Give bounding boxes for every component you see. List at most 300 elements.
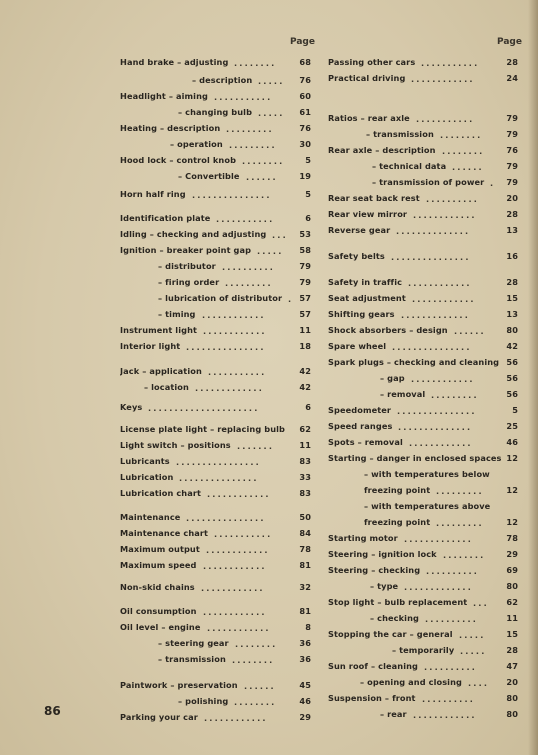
- entry-label: Spare wheel: [328, 341, 387, 351]
- entry-page: 79: [299, 277, 311, 287]
- entry-page: 36: [299, 654, 311, 664]
- right-index-entry: [328, 341, 518, 355]
- entry-label: – description: [192, 75, 253, 85]
- entry-label: Identification plate: [120, 213, 211, 223]
- leader-dots: ...: [473, 598, 489, 608]
- left-index-entry: [120, 293, 311, 307]
- left-index-entry: [120, 91, 311, 105]
- entry-label: freezing point: [364, 485, 431, 495]
- entry-page: 62: [506, 597, 518, 607]
- entry-page: 12: [506, 453, 518, 463]
- leader-dots: ......: [246, 172, 278, 182]
- right-index-entry: [328, 613, 518, 627]
- entry-label: License plate light – replacing bulb: [120, 424, 285, 434]
- entry-label: – location: [144, 382, 189, 392]
- entry-page: 76: [299, 75, 311, 85]
- leader-dots: .....: [258, 108, 285, 118]
- entry-page: 78: [299, 544, 311, 554]
- right-index-entry: [328, 373, 518, 387]
- entry-label: Oil consumption: [120, 606, 197, 616]
- entry-page: 83: [299, 456, 311, 466]
- entry-label: – technical data: [372, 161, 447, 171]
- left-index-entry: [120, 582, 311, 596]
- left-index-entry: [120, 622, 311, 636]
- right-index-entry: [328, 709, 518, 723]
- entry-page: 78: [506, 533, 518, 543]
- leader-dots: ........: [440, 130, 483, 140]
- leader-dots: ...........: [416, 114, 475, 124]
- entry-label: Seat adjustment: [328, 293, 406, 303]
- leader-dots: ...........: [216, 214, 275, 224]
- leader-dots: .............: [404, 534, 474, 544]
- entry-page: 42: [506, 341, 518, 351]
- entry-label: Idling – checking and adjusting: [120, 229, 267, 239]
- leader-dots: ............: [207, 489, 271, 499]
- entry-label: – type: [370, 581, 399, 591]
- left-index-entry: [120, 139, 311, 153]
- entry-page: 42: [299, 382, 311, 392]
- entry-label: – polishing: [178, 696, 229, 706]
- entry-page: 79: [299, 261, 311, 271]
- entry-page: 50: [299, 512, 311, 522]
- left-index-entry: [120, 488, 311, 502]
- entry-page: 76: [299, 123, 311, 133]
- left-index-entry: [120, 277, 311, 291]
- left-index-entry: [120, 366, 311, 380]
- leader-dots: ........: [443, 550, 486, 560]
- leader-dots: ..........: [426, 194, 480, 204]
- entry-label: Rear view mirror: [328, 209, 408, 219]
- leader-dots: .........: [229, 140, 277, 150]
- entry-label: Horn half ring: [120, 189, 186, 199]
- right-index-entry: [328, 225, 518, 239]
- entry-label: Paintwork – preservation: [120, 680, 238, 690]
- entry-label: Instrument light: [120, 325, 198, 335]
- page-number: 86: [44, 704, 61, 718]
- entry-label: Rear seat back rest: [328, 193, 420, 203]
- leader-dots: ..........: [424, 662, 478, 672]
- entry-label: Shifting gears: [328, 309, 395, 319]
- leader-dots: ........: [232, 655, 275, 665]
- entry-page: 12: [506, 485, 518, 495]
- leader-dots: .........: [226, 124, 274, 134]
- entry-label: Lubrication chart: [120, 488, 202, 498]
- leader-dots: ...............: [392, 342, 472, 352]
- entry-page: 47: [506, 661, 518, 671]
- leader-dots: ............: [411, 74, 475, 84]
- entry-page: 11: [299, 440, 311, 450]
- right-index-entry: [328, 629, 518, 643]
- entry-page: 81: [299, 606, 311, 616]
- left-index-entry: [120, 440, 311, 454]
- left-index-entry: [120, 424, 311, 438]
- right-index-entry: [328, 177, 518, 191]
- leader-dots: ......: [452, 162, 484, 172]
- left-index-entry: [120, 341, 311, 355]
- left-index-entry: [120, 528, 311, 542]
- right-index-entry: [328, 677, 518, 691]
- entry-page: 62: [299, 424, 311, 434]
- right-index-entry: [328, 277, 518, 291]
- leader-dots: .............: [401, 310, 471, 320]
- right-index-entry: [328, 581, 518, 595]
- entry-page: 6: [305, 213, 311, 223]
- entry-label: Parking your car: [120, 712, 198, 722]
- leader-dots: ..........: [222, 262, 276, 272]
- entry-page: 20: [506, 677, 518, 687]
- leader-dots: ............: [203, 326, 267, 336]
- entry-page: 33: [299, 472, 311, 482]
- entry-page: 29: [506, 549, 518, 559]
- leader-dots: ............: [411, 374, 475, 384]
- leader-dots: ............: [412, 294, 476, 304]
- leader-dots: .........: [436, 486, 484, 496]
- entry-label: Suspension – front: [328, 693, 416, 703]
- entry-page: 5: [512, 405, 518, 415]
- entry-page: 8: [305, 622, 311, 632]
- entry-label: Spark plugs – checking and cleaning: [328, 357, 500, 367]
- right-index-entry: [328, 533, 518, 547]
- entry-label: Ratios – rear axle: [328, 113, 410, 123]
- entry-page: 13: [506, 309, 518, 319]
- leader-dots: .....: [460, 646, 487, 656]
- leader-dots: .........: [225, 278, 273, 288]
- right-index-entry: [328, 389, 518, 403]
- leader-dots: .....................: [148, 403, 260, 413]
- entry-label: – with temperatures below: [364, 469, 490, 479]
- leader-dots: ............: [408, 278, 472, 288]
- left-index-entry: [120, 712, 311, 726]
- entry-label: Safety belts: [328, 251, 385, 261]
- leader-dots: ...........: [214, 529, 273, 539]
- right-index-entry: [328, 453, 518, 467]
- entry-label: Starting motor: [328, 533, 398, 543]
- entry-page: 68: [299, 57, 311, 67]
- leader-dots: ........: [242, 156, 285, 166]
- entry-page: 46: [299, 696, 311, 706]
- entry-label: Maintenance chart: [120, 528, 209, 538]
- right-index-entry: [328, 293, 518, 307]
- entry-page: 18: [299, 341, 311, 351]
- left-index-entry: [120, 245, 311, 259]
- entry-label: – changing bulb: [178, 107, 253, 117]
- entry-label: Shock absorbers – design: [328, 325, 448, 335]
- entry-label: Light switch – positions: [120, 440, 231, 450]
- leader-dots: ...............: [391, 252, 471, 262]
- right-index-entry: [328, 645, 518, 659]
- left-index-entry: [120, 696, 311, 710]
- leader-dots: .: [288, 294, 294, 304]
- left-index-entry: [120, 107, 311, 121]
- entry-label: – transmission: [158, 654, 226, 664]
- entry-page: 57: [299, 293, 311, 303]
- entry-page: 61: [299, 107, 311, 117]
- leader-dots: ......: [454, 326, 486, 336]
- entry-page: 11: [299, 325, 311, 335]
- entry-label: Steering – checking: [328, 565, 421, 575]
- leader-dots: ...............: [397, 406, 477, 416]
- entry-page: 56: [506, 357, 518, 367]
- entry-page: 32: [299, 582, 311, 592]
- page-edge-shadow: [528, 0, 538, 755]
- entry-page: 69: [506, 565, 518, 575]
- entry-label: – transmission: [366, 129, 434, 139]
- leader-dots: ........: [234, 697, 277, 707]
- left-index-entry: [120, 680, 311, 694]
- entry-label: – steering gear: [158, 638, 229, 648]
- entry-label: Maximum output: [120, 544, 200, 554]
- right-index-entry: [328, 251, 518, 265]
- left-index-entry: [120, 654, 311, 668]
- entry-label: Speedometer: [328, 405, 392, 415]
- leader-dots: ......: [244, 681, 276, 691]
- entry-label: Starting – danger in enclosed spaces: [328, 453, 502, 463]
- entry-label: – temporarily: [392, 645, 455, 655]
- right-index-entry: [328, 597, 518, 611]
- entry-page: 57: [299, 309, 311, 319]
- entry-label: Keys: [120, 402, 143, 412]
- left-index-entry: [120, 512, 311, 526]
- entry-page: 80: [506, 581, 518, 591]
- left-index-entry: [120, 382, 311, 396]
- right-index-entry: [328, 145, 518, 159]
- entry-label: – opening and closing: [360, 677, 462, 687]
- entry-label: – Convertible: [178, 171, 240, 181]
- leader-dots: .........: [431, 390, 479, 400]
- entry-label: Hood lock – control knob: [120, 155, 237, 165]
- left-index-entry: [120, 171, 311, 185]
- left-index-entry: [120, 309, 311, 323]
- right-index-entry: [328, 421, 518, 435]
- entry-page: 12: [506, 517, 518, 527]
- right-index-entry: [328, 325, 518, 339]
- leader-dots: ....: [468, 678, 490, 688]
- leader-dots: ...........: [421, 58, 480, 68]
- entry-label: – gap: [380, 373, 405, 383]
- left-index-entry: [120, 456, 311, 470]
- entry-page: 6: [305, 402, 311, 412]
- entry-label: Reverse gear: [328, 225, 391, 235]
- right-index-entry: [328, 193, 518, 207]
- entry-page: 11: [506, 613, 518, 623]
- entry-label: Hand brake – adjusting: [120, 57, 229, 67]
- left-index-entry: [120, 472, 311, 486]
- right-index-entry: [328, 129, 518, 143]
- leader-dots: ........: [234, 58, 277, 68]
- entry-label: – lubrication of distributor: [158, 293, 283, 303]
- entry-page: 76: [506, 145, 518, 155]
- leader-dots: ............: [206, 545, 270, 555]
- entry-label: – timing: [158, 309, 196, 319]
- leader-dots: .....: [257, 246, 284, 256]
- right-index-entry: [328, 57, 518, 71]
- entry-page: 28: [506, 57, 518, 67]
- left-index-entry: [120, 325, 311, 339]
- entry-label: Non-skid chains: [120, 582, 195, 592]
- entry-label: Jack – application: [120, 366, 202, 376]
- entry-page: 56: [506, 389, 518, 399]
- entry-page: 79: [506, 177, 518, 187]
- left-index-entry: [120, 123, 311, 137]
- left-index-entry: [120, 560, 311, 574]
- entry-page: 45: [299, 680, 311, 690]
- entry-page: 29: [299, 712, 311, 722]
- leader-dots: ..........: [422, 694, 476, 704]
- leader-dots: ............: [202, 310, 266, 320]
- right-index-entry: [328, 357, 518, 371]
- right-index-entry: [328, 437, 518, 451]
- entry-label: Passing other cars: [328, 57, 416, 67]
- leader-dots: ............: [203, 561, 267, 571]
- entry-label: Maximum speed: [120, 560, 197, 570]
- leader-dots: ............: [201, 583, 265, 593]
- entry-page: 53: [299, 229, 311, 239]
- entry-page: 30: [299, 139, 311, 149]
- entry-label: Steering – ignition lock: [328, 549, 437, 559]
- entry-page: 58: [299, 245, 311, 255]
- right-index-entry: [328, 661, 518, 675]
- entry-label: Oil level – engine: [120, 622, 201, 632]
- entry-label: Interior light: [120, 341, 181, 351]
- left-index-entry: [120, 229, 311, 243]
- right-column-page-header: Page: [497, 37, 522, 47]
- leader-dots: ...............: [192, 190, 272, 200]
- entry-label: – rear: [380, 709, 407, 719]
- entry-label: Safety in traffic: [328, 277, 403, 287]
- left-index-entry: [120, 544, 311, 558]
- right-index-entry: [328, 161, 518, 175]
- entry-label: Speed ranges: [328, 421, 393, 431]
- leader-dots: .........: [436, 518, 484, 528]
- entry-page: 81: [299, 560, 311, 570]
- right-index-entry: [328, 565, 518, 579]
- entry-label: Stopping the car – general: [328, 629, 453, 639]
- right-index-entry: [328, 693, 518, 707]
- entry-page: 79: [506, 113, 518, 123]
- entry-page: 5: [305, 155, 311, 165]
- entry-page: 80: [506, 325, 518, 335]
- leader-dots: ............: [409, 438, 473, 448]
- entry-page: 60: [299, 91, 311, 101]
- right-index-entry: [328, 501, 518, 515]
- leader-dots: .....: [459, 630, 486, 640]
- entry-label: Spots – removal: [328, 437, 403, 447]
- entry-page: 28: [506, 645, 518, 655]
- entry-label: Lubricants: [120, 456, 170, 466]
- leader-dots: ........: [442, 146, 485, 156]
- right-index-entry: [328, 485, 518, 499]
- leader-dots: ........: [235, 639, 278, 649]
- leader-dots: ...............: [179, 473, 259, 483]
- leader-dots: ...............: [186, 342, 266, 352]
- entry-page: 13: [506, 225, 518, 235]
- leader-dots: ..............: [398, 422, 473, 432]
- entry-page: 15: [506, 629, 518, 639]
- left-index-entry: [120, 155, 311, 169]
- entry-label: Practical driving: [328, 73, 406, 83]
- entry-page: 5: [305, 189, 311, 199]
- leader-dots: ............: [203, 607, 267, 617]
- entry-label: Stop light – bulb replacement: [328, 597, 468, 607]
- entry-page: 84: [299, 528, 311, 538]
- right-index-entry: [328, 73, 518, 87]
- entry-page: 16: [506, 251, 518, 261]
- left-index-entry: [120, 75, 311, 89]
- entry-label: – removal: [380, 389, 426, 399]
- entry-page: 28: [506, 277, 518, 287]
- leader-dots: .....: [258, 76, 285, 86]
- entry-label: Headlight – aiming: [120, 91, 208, 101]
- leader-dots: ............: [413, 210, 477, 220]
- entry-label: – operation: [170, 139, 223, 149]
- left-index-entry: [120, 189, 311, 203]
- entry-page: 56: [506, 373, 518, 383]
- left-index-entry: [120, 213, 311, 227]
- entry-label: – firing order: [158, 277, 220, 287]
- entry-label: Sun roof – cleaning: [328, 661, 419, 671]
- entry-label: – distributor: [158, 261, 216, 271]
- left-index-entry: [120, 606, 311, 620]
- entry-label: Lubrication: [120, 472, 174, 482]
- entry-page: 19: [299, 171, 311, 181]
- leader-dots: .......: [237, 441, 275, 451]
- left-index-entry: [120, 57, 311, 71]
- leader-dots: ............: [204, 713, 268, 723]
- entry-label: – transmission of power: [372, 177, 485, 187]
- right-index-entry: [328, 405, 518, 419]
- entry-page: 24: [506, 73, 518, 83]
- entry-page: 20: [506, 193, 518, 203]
- entry-page: 25: [506, 421, 518, 431]
- left-index-entry: [120, 402, 311, 416]
- leader-dots: ...............: [186, 513, 266, 523]
- entry-label: Ignition – breaker point gap: [120, 245, 252, 255]
- leader-dots: ..............: [396, 226, 471, 236]
- right-index-entry: [328, 209, 518, 223]
- leader-dots: ............: [413, 710, 477, 720]
- right-index-entry: [328, 517, 518, 531]
- leader-dots: ...........: [208, 367, 267, 377]
- leader-dots: ..........: [426, 566, 480, 576]
- entry-label: Heating – description: [120, 123, 221, 133]
- entry-label: Maintenance: [120, 512, 181, 522]
- entry-page: 15: [506, 293, 518, 303]
- entry-page: 83: [299, 488, 311, 498]
- leader-dots: .............: [404, 582, 474, 592]
- entry-page: 79: [506, 129, 518, 139]
- right-index-entry: [328, 113, 518, 127]
- leader-dots: .............: [195, 383, 265, 393]
- left-index-entry: [120, 638, 311, 652]
- entry-label: – with temperatures above: [364, 501, 491, 511]
- entry-page: 46: [506, 437, 518, 447]
- leader-dots: ................: [176, 457, 261, 467]
- right-index-entry: [328, 309, 518, 323]
- entry-page: 28: [506, 209, 518, 219]
- left-index-entry: [120, 261, 311, 275]
- entry-label: freezing point: [364, 517, 431, 527]
- entry-label: Rear axle – description: [328, 145, 436, 155]
- right-index-entry: [328, 469, 518, 483]
- leader-dots: ..........: [425, 614, 479, 624]
- leader-dots: .: [490, 178, 496, 188]
- leader-dots: ............: [207, 623, 271, 633]
- entry-page: 80: [506, 709, 518, 719]
- entry-label: – checking: [370, 613, 419, 623]
- left-column-page-header: Page: [290, 37, 315, 47]
- entry-page: 42: [299, 366, 311, 376]
- right-index-entry: [328, 549, 518, 563]
